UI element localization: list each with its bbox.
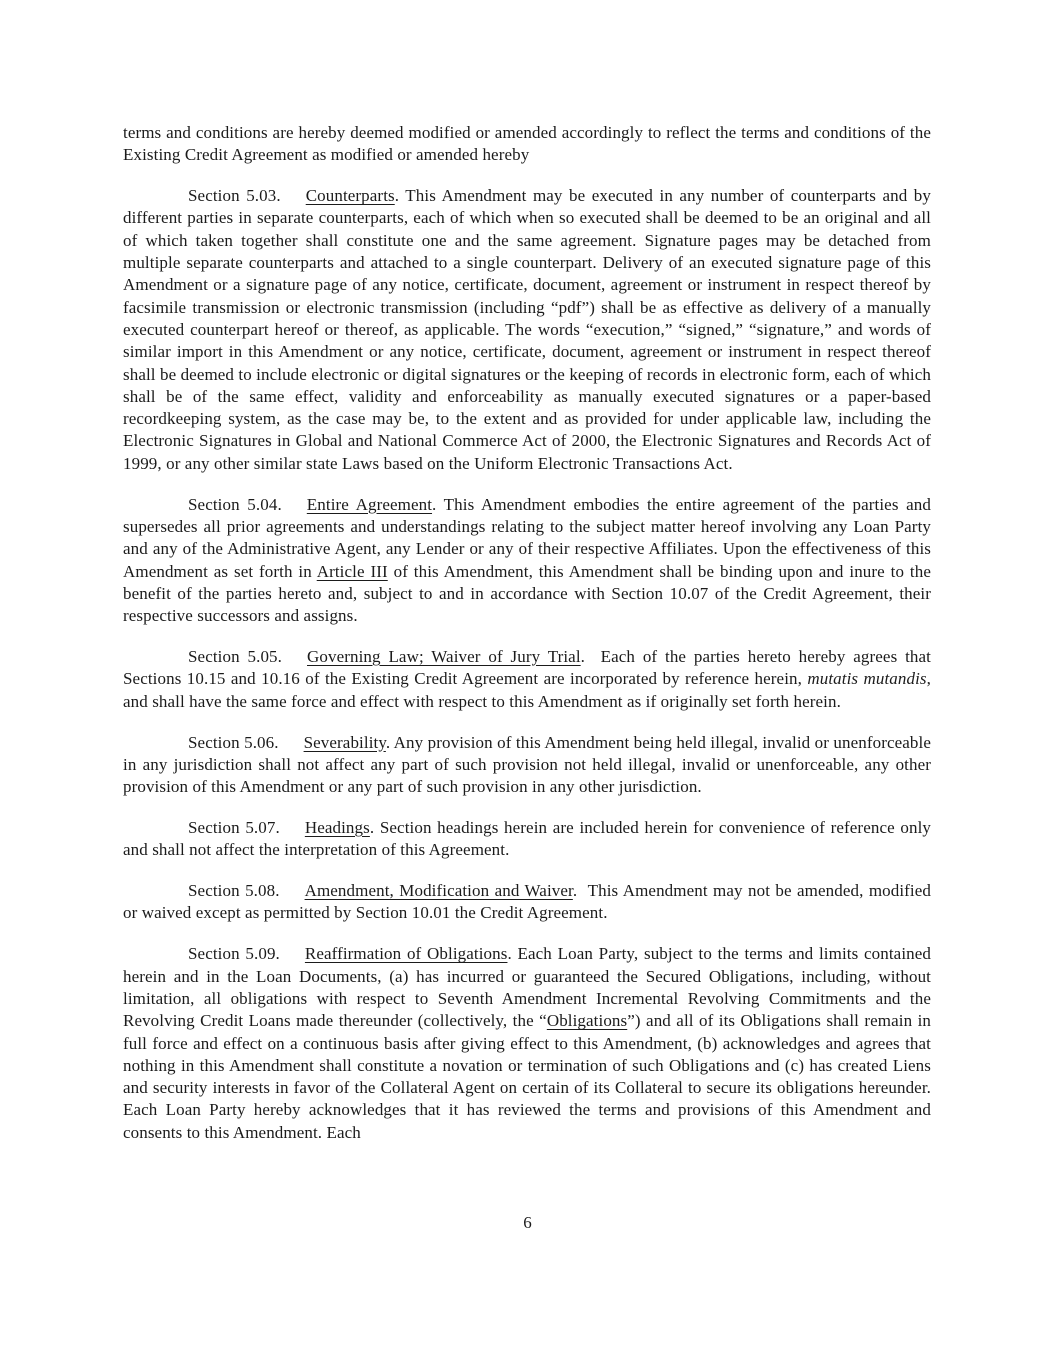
body-text: . Any provision of this Amendment being held illegal, invalid or unenforceable in any jurisdiction shall not affect any part of such provision not held illegal, invalid or unenforceable, any other provision of this Amendment or any part of such provision in any other jurisdiction. (123, 732, 931, 797)
body-text: . Each of the parties hereto hereby agrees that Sections 10.15 and 10.16 of the Existing Credit Agreement are incorporated by reference herein, (123, 647, 931, 689)
defined-term: Obligations (546, 1011, 628, 1031)
section-heading: Severability (303, 732, 386, 752)
body-text: . This Amendment embodies the entire agreement of the parties and supersedes all prior agreements and understandings relating to the subject matter hereof involving any Loan Party and any of the Administrative Agent, any Lender or any of their respective Affiliates. Upon the effectiveness of this Amendment as set forth in (123, 494, 931, 581)
section-heading: Governing Law; Waiver of Jury Trial (307, 647, 581, 667)
document-body (123, 122, 931, 1163)
section-5-04-entire-agreement (123, 494, 931, 628)
section-5-08-amendment-modification-waiver (123, 880, 931, 925)
body-text: . Each Loan Party, subject to the terms and limits contained herein and in the Loan Documents, (a) has incurred or guaranteed the Secured Obligations, including, without limitation, all obligations with respect to Seventh Amendment Incremental Revolving Commitments and the Revolving Credit Loans made thereunder (collectively, the “ (123, 944, 931, 1031)
body-text: of this Amendment, this Amendment shall be binding upon and inure to the benefit of the parties hereto and, subject to and in accordance with Section 10.07 of the Credit Agreement, their respective successors and assigns. (123, 561, 931, 626)
section-number: Section 5.06. (188, 732, 279, 752)
section-number: Section 5.08. (188, 881, 280, 901)
body-text: . Section headings herein are included herein for convenience of reference only and shall not affect the interpretation of this Agreement. (123, 817, 931, 860)
section-5-06-severability (123, 732, 931, 799)
body-text: . This Amendment may not be amended, modified or waived except as permitted by Section 10.01 the Credit Agreement. (123, 881, 931, 923)
latin-phrase: mutatis mutandis (807, 669, 927, 689)
body-text: ”) and all of its Obligations shall remain in full force and effect on a continuous basis after giving effect to this Amendment, (b) acknowledges and agrees that nothing in this Amendment shall constitute a novation or termination of such Obligations and (c) has created Liens and security interests in favor of the Collateral Agent on certain of its Collateral to secure its obligations hereunder. Each Loan Party hereby acknowledges that it has reviewed the terms and provisions of this Amendment and consents to this Amendment. Each (123, 1011, 932, 1142)
cross-reference: Article III (316, 561, 388, 581)
body-text: terms and conditions are hereby deemed modified or amended accordingly to reflect the terms and conditions of the Existing Credit Agreement as modified or amended hereby (123, 123, 931, 165)
section-heading: Entire Agreement (306, 494, 433, 514)
section-heading: Headings (304, 817, 370, 837)
section-heading: Amendment, Modification and Waiver (304, 881, 573, 901)
section-number: Section 5.07. (188, 817, 280, 837)
section-5-05-governing-law (123, 646, 931, 713)
section-5-03-counterparts (123, 185, 931, 475)
section-heading: Reaffirmation of Obligations (304, 944, 508, 964)
body-text: , and shall have the same force and effect with respect to this Amendment as if originally set forth herein. (123, 669, 931, 711)
section-heading: Counterparts (305, 186, 395, 206)
page-number: 6 (523, 1213, 532, 1232)
section-number: Section 5.09. (188, 944, 280, 964)
continuation-paragraph (123, 122, 931, 167)
body-text: . This Amendment may be executed in any number of counterparts and by different parties in separate counterparts, each of which when so executed shall be deemed to be an original and all of which taken together shall constitute one and the same agreement. Signature pages may be detached from multiple separate counterparts and attached to a single counterpart. Delivery of an executed signature page of this Amendment or a signature page of any notice, certificate, document, agreement or instrument in respect thereof by facsimile transmission or electronic transmission (including “pdf”) shall be as effective as delivery of a manually executed counterpart hereof or thereof, as applicable. The words “execution,” “signed,” “signature,” and words of similar import in this Amendment or any notice, certificate, document, agreement or instrument in respect thereof shall be deemed to include electronic or digital signatures or the keeping of records in electronic form, each of which shall be of the same effect, validity and enforceability as manually executed signatures or a paper-based recordkeeping system, as the case may be, to the extent and as provided for under applicable law, including the Electronic Signatures in Global and National Commerce Act of 2000, the Electronic Signatures and Records Act of 1999, or any other similar state Laws based on the Uniform Electronic Transactions Act. (123, 186, 932, 473)
section-number: Section 5.03. (188, 186, 281, 206)
section-5-07-headings (123, 817, 931, 862)
section-5-09-reaffirmation-of-obligations (123, 943, 931, 1144)
section-number: Section 5.05. (188, 647, 283, 667)
section-number: Section 5.04. (188, 494, 282, 514)
